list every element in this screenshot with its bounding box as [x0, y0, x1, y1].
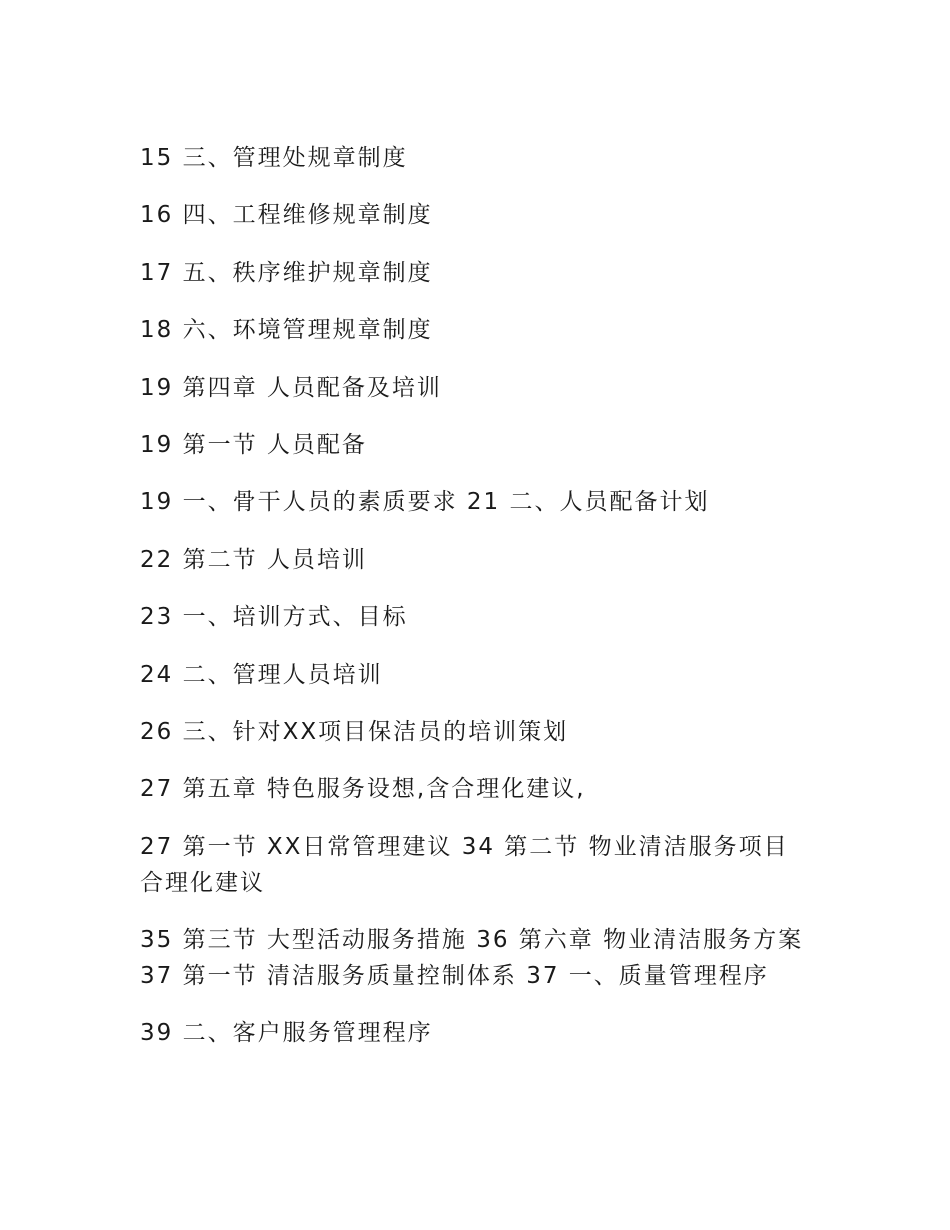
- toc-entry: 35 第三节 大型活动服务措施 36 第六章 物业清洁服务方案 37 第一节 清洁服务质量控制体系 37 一、质量管理程序: [140, 927, 804, 990]
- toc-entry: 15 三、管理处规章制度: [140, 145, 408, 171]
- toc-entry: 39 二、客户服务管理程序: [140, 1020, 433, 1047]
- toc-entry: 19 第四章 人员配备及培训: [140, 374, 442, 401]
- table-of-contents: [140, 140, 810, 1073]
- toc-entry: 19 一、骨干人员的素质要求 21 二、人员配备计划: [140, 489, 710, 516]
- toc-entry: 19 第一节 人员配备: [140, 431, 367, 458]
- toc-entry: 23 一、培训方式、目标: [140, 604, 408, 631]
- toc-entry: 17 五、秩序维护规章制度: [140, 259, 433, 286]
- toc-entry: 22 第二节 人员培训: [140, 546, 367, 573]
- toc-entry: 16 四、工程维修规章制度: [140, 202, 433, 229]
- toc-entry: 24 二、管理人员培训: [140, 661, 383, 688]
- toc-entry: 27 第五章 特色服务设想,含合理化建议,: [140, 776, 586, 803]
- toc-entry: 27 第一节 XX日常管理建议 34 第二节 物业清洁服务项目合理化建议: [140, 833, 789, 896]
- toc-entry: 26 三、针对XX项目保洁员的培训策划: [140, 718, 569, 745]
- toc-entry: 18 六、环境管理规章制度: [140, 317, 433, 344]
